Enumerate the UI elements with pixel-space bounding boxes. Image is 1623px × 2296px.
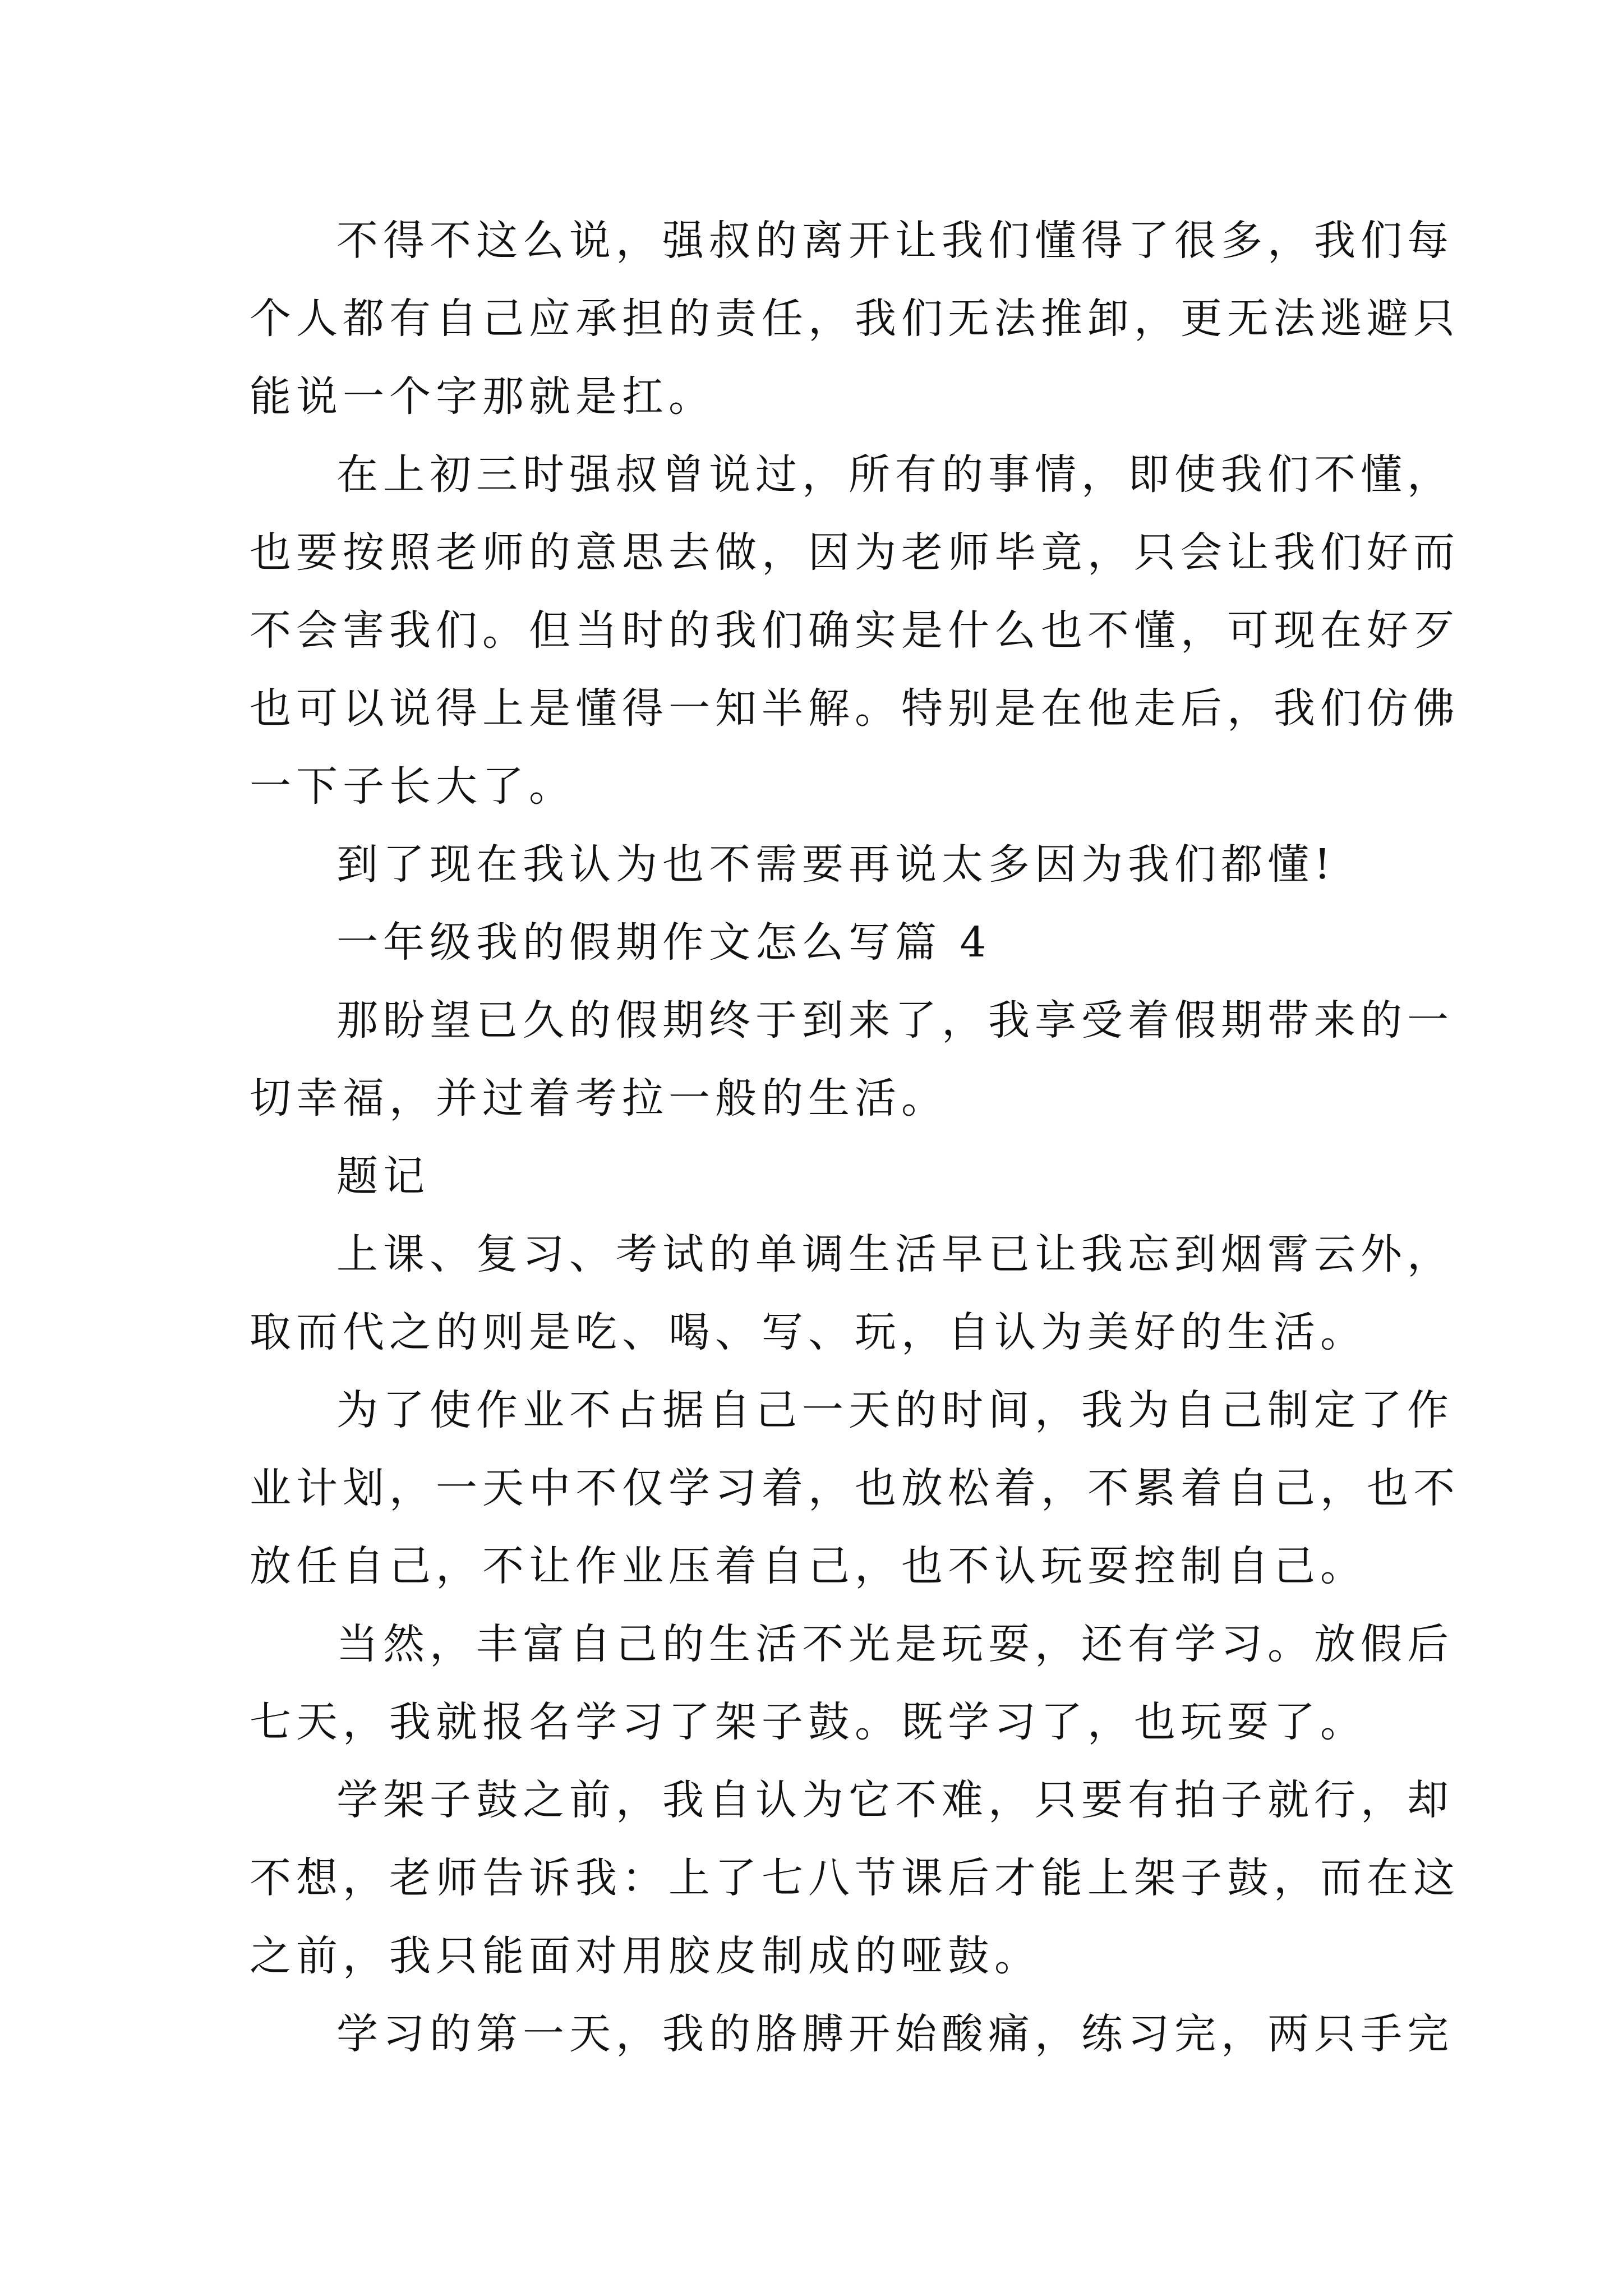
text-line: 不得不这么说，强叔的离开让我们懂得了很多，我们每	[336, 217, 1454, 265]
text-line: 在上初三时强叔曾说过，所有的事情，即使我们不懂，	[336, 450, 1454, 499]
text-line: 不会害我们。但当时的我们确实是什么也不懂，可现在好歹	[250, 606, 1460, 655]
text-line: 为了使作业不占据自己一天的时间，我为自己制定了作	[336, 1386, 1454, 1434]
text-line: 学架子鼓之前，我自认为它不难，只要有拍子就行，却	[336, 1776, 1454, 1824]
text-line: 那盼望已久的假期终于到来了，我享受着假期带来的一	[336, 996, 1454, 1045]
text-line: 上课、复习、考试的单调生活早已让我忘到烟霄云外，	[336, 1230, 1454, 1278]
section-heading: 一年级我的假期作文怎么写篇 4	[336, 918, 992, 967]
text-line: 到了现在我认为也不需要再说太多因为我们都懂!	[336, 840, 1336, 889]
text-line: 能说一个字那就是扛。	[250, 372, 715, 421]
text-line: 业计划，一天中不仅学习着，也放松着，不累着自己，也不	[250, 1464, 1460, 1512]
text-line: 取而代之的则是吃、喝、写、玩，自认为美好的生活。	[250, 1308, 1367, 1356]
body-text	[250, 202, 1460, 2073]
text-line: 学习的第一天，我的胳膊开始酸痛，练习完，两只手完	[336, 2010, 1454, 2058]
text-line: 也可以说得上是懂得一知半解。特别是在他走后，我们仿佛	[250, 684, 1460, 733]
text-line: 也要按照老师的意思去做，因为老师毕竟，只会让我们好而	[250, 528, 1460, 577]
text-line: 七天，我就报名学习了架子鼓。既学习了，也玩耍了。	[250, 1698, 1367, 1746]
text-line: 题记	[336, 1152, 430, 1200]
text-line: 当然，丰富自己的生活不光是玩耍，还有学习。放假后	[336, 1620, 1454, 1668]
text-line: 个人都有自己应承担的责任，我们无法推卸，更无法逃避只	[250, 295, 1460, 343]
text-line: 一下子长大了。	[250, 762, 575, 811]
text-line: 切幸福，并过着考拉一般的生活。	[250, 1074, 948, 1122]
text-line: 放任自己，不让作业压着自己，也不认玩耍控制自己。	[250, 1542, 1367, 1590]
text-line: 之前，我只能面对用胶皮制成的哑鼓。	[250, 1932, 1041, 1980]
text-line: 不想，老师告诉我：上了七八节课后才能上架子鼓，而在这	[250, 1854, 1460, 1902]
